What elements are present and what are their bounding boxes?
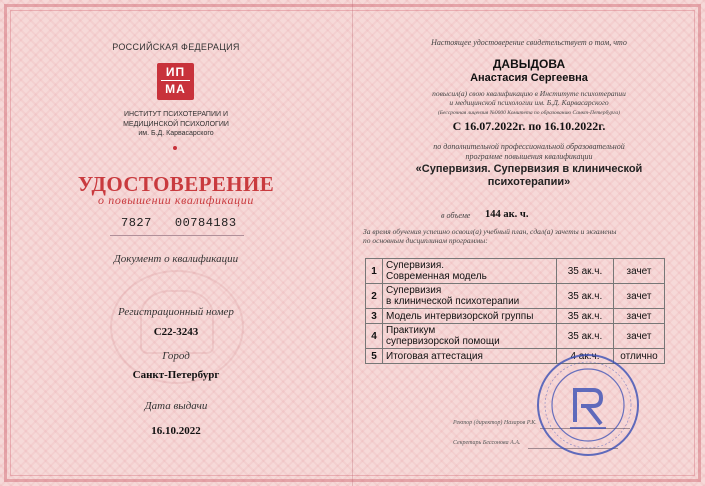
subject-line: Итоговая аттестация bbox=[386, 350, 483, 362]
qualification-line: повысил(а) свою квалификацию в Институте психотерапии bbox=[432, 89, 626, 98]
row-hours: 4 ак.ч. bbox=[557, 349, 614, 364]
row-subject bbox=[383, 309, 557, 324]
volume-label: в объеме bbox=[441, 211, 471, 220]
row-grade: зачет bbox=[614, 259, 665, 284]
row-number: 4 bbox=[366, 324, 383, 349]
study-period: С 16.07.2022г. по 16.10.2022г. bbox=[452, 119, 606, 133]
subject-line: Модель интервизорской группы bbox=[386, 310, 534, 322]
institute-name bbox=[0, 110, 352, 139]
row-number: 3 bbox=[366, 309, 383, 324]
row-grade: зачет bbox=[614, 324, 665, 349]
subject-line: Супервизия. bbox=[386, 260, 445, 271]
document-title: УДОСТОВЕРЕНИЕ bbox=[77, 172, 275, 196]
logo-text-bottom: МА bbox=[165, 82, 186, 96]
table-row bbox=[366, 284, 665, 309]
subject-line: Супервизия bbox=[386, 285, 442, 296]
institute-logo bbox=[157, 63, 194, 100]
row-hours: 35 ак.ч. bbox=[557, 284, 614, 309]
volume-value: 144 ак. ч. bbox=[485, 209, 529, 220]
row-grade: зачет bbox=[614, 284, 665, 309]
row-grade: зачет bbox=[614, 309, 665, 324]
crown-watermark-icon bbox=[140, 290, 214, 354]
blank-number: 7827 00784183 bbox=[121, 216, 237, 230]
passed-line: За время обучения успешно освоил(а) учебный план, сдал(а) зачеты и экзамены bbox=[363, 227, 617, 236]
intro-text: Настоящее удостоверение свидетельствует о том, что bbox=[431, 38, 627, 47]
registration-label: Регистрационный номер bbox=[118, 306, 234, 318]
row-subject bbox=[383, 349, 557, 364]
row-subject bbox=[383, 324, 557, 349]
right-page bbox=[353, 0, 705, 486]
issue-date-label: Дата выдачи bbox=[144, 400, 208, 412]
subject-line: в клинической психотерапии bbox=[386, 296, 520, 307]
logo-text-top: ИП bbox=[165, 65, 186, 79]
program-name bbox=[353, 163, 705, 189]
issue-date-value: 16.10.2022 bbox=[151, 425, 201, 437]
program-intro bbox=[353, 142, 705, 162]
row-hours: 35 ак.ч. bbox=[557, 324, 614, 349]
row-number: 2 bbox=[366, 284, 383, 309]
table-row bbox=[366, 259, 665, 284]
left-page bbox=[0, 0, 352, 486]
row-number: 1 bbox=[366, 259, 383, 284]
license-text: (Бессрочная лицензия №0000 Комитета по образованию Санкт-Петербурга) bbox=[437, 110, 621, 116]
document-subtitle: о повышении квалификации bbox=[98, 193, 254, 207]
row-grade: отлично bbox=[614, 349, 665, 364]
program-name-line: «Супервизия. Супервизия в клинической bbox=[415, 163, 643, 175]
red-dot-icon bbox=[173, 146, 177, 150]
country-label: РОССИЙСКАЯ ФЕДЕРАЦИЯ bbox=[112, 42, 240, 52]
qualification-text bbox=[353, 89, 705, 107]
disciplines-table bbox=[365, 258, 665, 364]
number-underline bbox=[110, 235, 244, 236]
program-intro-line: по дополнительной профессиональной образовательной bbox=[433, 142, 625, 151]
table-row bbox=[366, 324, 665, 349]
passed-text bbox=[363, 227, 663, 245]
qualification-line: и медицинской психологии им. Б.Д. Карвасарского bbox=[449, 98, 609, 107]
row-subject bbox=[383, 284, 557, 309]
subject-line: супервизорской помощи bbox=[386, 336, 500, 347]
institute-line: им. Б.Д. Карвасарского bbox=[138, 130, 214, 137]
secretary-signature-label: Секретарь Бессонова А.А. bbox=[453, 440, 521, 446]
document-type-label: Документ о квалификации bbox=[113, 253, 239, 265]
row-subject bbox=[383, 259, 557, 284]
city-label: Город bbox=[162, 350, 190, 362]
institute-line: МЕДИЦИНСКОЙ ПСИХОЛОГИИ bbox=[123, 120, 229, 128]
passed-line: по основным дисциплинам программы: bbox=[363, 236, 488, 245]
table-row bbox=[366, 309, 665, 324]
holder-surname: ДАВЫДОВА bbox=[492, 57, 566, 71]
city-value: Санкт-Петербург bbox=[132, 369, 220, 381]
holder-name: Анастасия Сергеевна bbox=[470, 72, 588, 84]
rector-signature-label: Ректор (директор) Назаров Р.К. bbox=[453, 420, 537, 426]
row-number: 5 bbox=[366, 349, 383, 364]
row-hours: 35 ак.ч. bbox=[557, 259, 614, 284]
institute-line: ИНСТИТУТ ПСИХОТЕРАПИИ И bbox=[124, 111, 228, 118]
program-name-line: психотерапии» bbox=[487, 176, 571, 188]
subject-line: Современная модель bbox=[386, 271, 487, 282]
program-intro-line: программе повышения квалификации bbox=[465, 152, 593, 161]
registration-number: С22-3243 bbox=[153, 326, 199, 338]
logo-bar bbox=[161, 80, 190, 81]
subject-line: Практикум bbox=[386, 325, 436, 336]
row-hours: 35 ак.ч. bbox=[557, 309, 614, 324]
institute-stamp-icon bbox=[535, 352, 641, 458]
